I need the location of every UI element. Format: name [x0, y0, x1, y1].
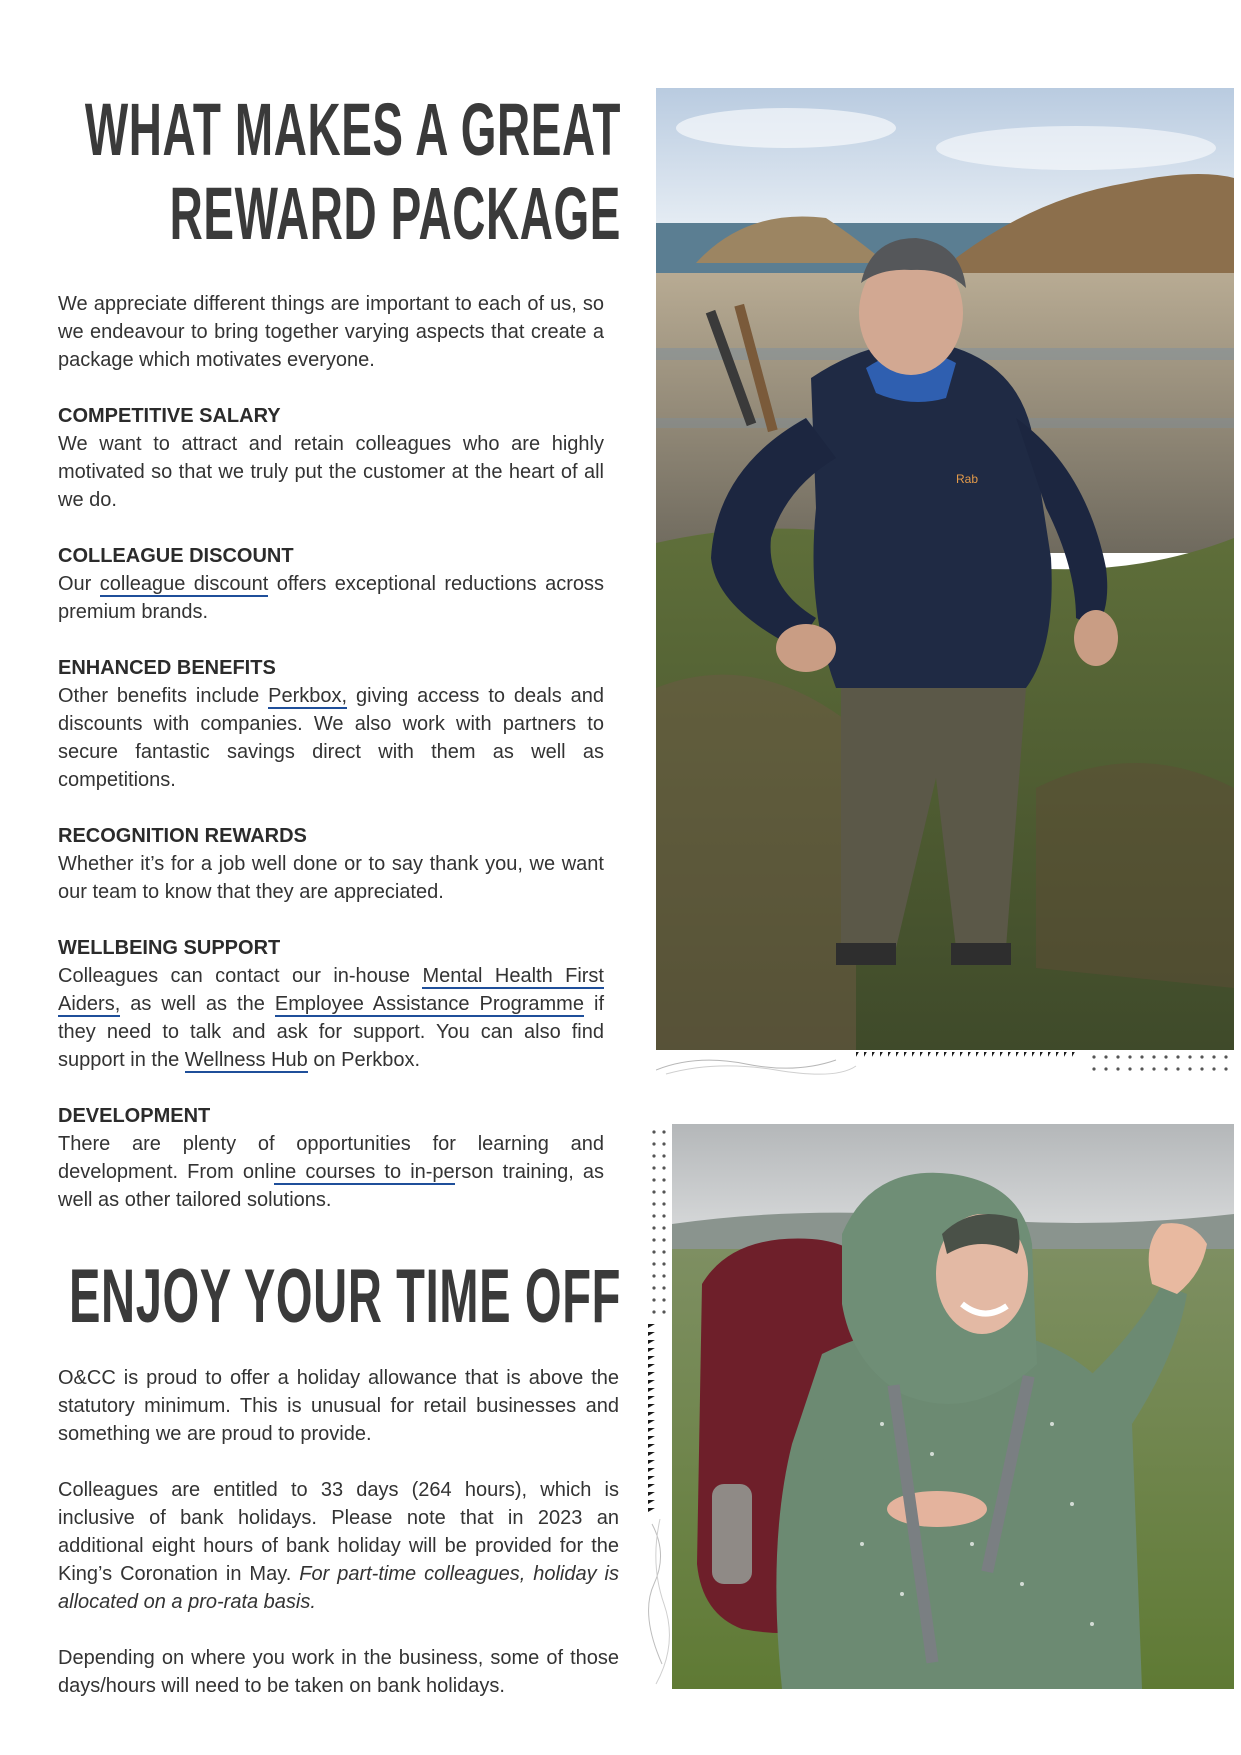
heading-time-off: ENJOY YOUR TIME OFF	[68, 1254, 621, 1339]
discount-text-post: offers exceptional reductions across premium brands.	[58, 573, 604, 623]
timeoff-paragraph-1: O&CC is proud to offer a holiday allowance that is above the statutory minimum. This is unusual for retail businesses and something we are proud to provide.	[58, 1367, 619, 1445]
discount-text-pre: Our	[58, 573, 100, 595]
recognition-title: RECOGNITION REWARDS	[58, 825, 307, 847]
wellbeing-title: WELLBEING SUPPORT	[58, 937, 281, 959]
benefits-text-pre: Other benefits include	[58, 685, 269, 707]
wellbeing-text	[58, 962, 604, 1074]
benefits-text-post: giving access to deals and discounts with companies. We also work with partners to secure fantastic savings direct with them as well as competitions.	[58, 685, 604, 791]
wellness-hub-link[interactable]: Wellness Hub	[184, 1049, 308, 1071]
intro-paragraph: We appreciate different things are important to each of us, so we endeavour to bring together varying aspects that create a package which motivates everyone.	[58, 293, 604, 371]
development-text-pre: There are plenty of opportunities for learning and development. From onli	[58, 1133, 604, 1183]
hiker-coast-photo	[656, 88, 1234, 1050]
reward-content	[58, 290, 604, 1214]
discount-title: COLLEAGUE DISCOUNT	[58, 545, 294, 567]
salary-title: COMPETITIVE SALARY	[58, 405, 281, 427]
wellbeing-text-4: on Perkbox.	[307, 1049, 421, 1071]
development-text-post: rson training, as well as other tailored solutions.	[58, 1161, 604, 1211]
courses-link[interactable]: ne courses to in-pe	[274, 1161, 455, 1183]
wellbeing-text-2: as well as the	[120, 993, 275, 1015]
employee-assistance-programme-link[interactable]: Employee Assistance Programme	[274, 993, 584, 1015]
benefits-title: ENHANCED BENEFITS	[58, 657, 276, 679]
perkbox-link[interactable]: Perkbox,	[268, 685, 348, 707]
discount-text	[58, 570, 604, 626]
decorative-vertical-strip	[648, 1124, 672, 1689]
hiker-coast-illustration	[656, 88, 1234, 1050]
timeoff-paragraph-2	[58, 1476, 619, 1616]
recognition-text: Whether it’s for a job well done or to say thank you, we want our team to know that they are appreciated.	[58, 853, 604, 903]
timeoff-content	[58, 1364, 619, 1700]
hiker-rain-illustration	[672, 1124, 1234, 1689]
wellbeing-text-1: Colleagues can contact our in-house	[58, 965, 423, 987]
development-title: DEVELOPMENT	[58, 1105, 211, 1127]
jacket-logo: Rab	[956, 472, 979, 486]
hiker-rain-photo	[672, 1124, 1234, 1689]
timeoff-paragraph-2-main: Colleagues are entitled to 33 days (264 hours), which is inclusive of bank holidays. Please note that in 2023 an additional eight hours of bank holiday will be provided for the King’s Coronation in May.	[58, 1479, 619, 1585]
mental-health-first-aiders-link[interactable]: Mental Health First Aiders,	[58, 965, 604, 1015]
wellbeing-text-3: if they need to talk and ask for support. You can also find support in the	[58, 993, 604, 1071]
colleague-discount-link[interactable]: colleague discount	[99, 573, 269, 595]
benefits-text	[58, 682, 604, 794]
decorative-pattern-strip	[656, 1050, 1234, 1076]
salary-text: We want to attract and retain colleagues who are highly motivated so that we truly put the customer at the heart of all we do.	[58, 433, 604, 511]
heading-reward-package: WHAT MAKES A GREAT REWARD PACKAGE	[84, 88, 621, 255]
development-text	[58, 1130, 604, 1214]
part-time-note: For part-time colleagues, holiday is allocated on a pro-rata basis.	[58, 1563, 619, 1613]
timeoff-paragraph-3: Depending on where you work in the business, some of those days/hours will need to be taken on bank holidays.	[58, 1647, 619, 1697]
